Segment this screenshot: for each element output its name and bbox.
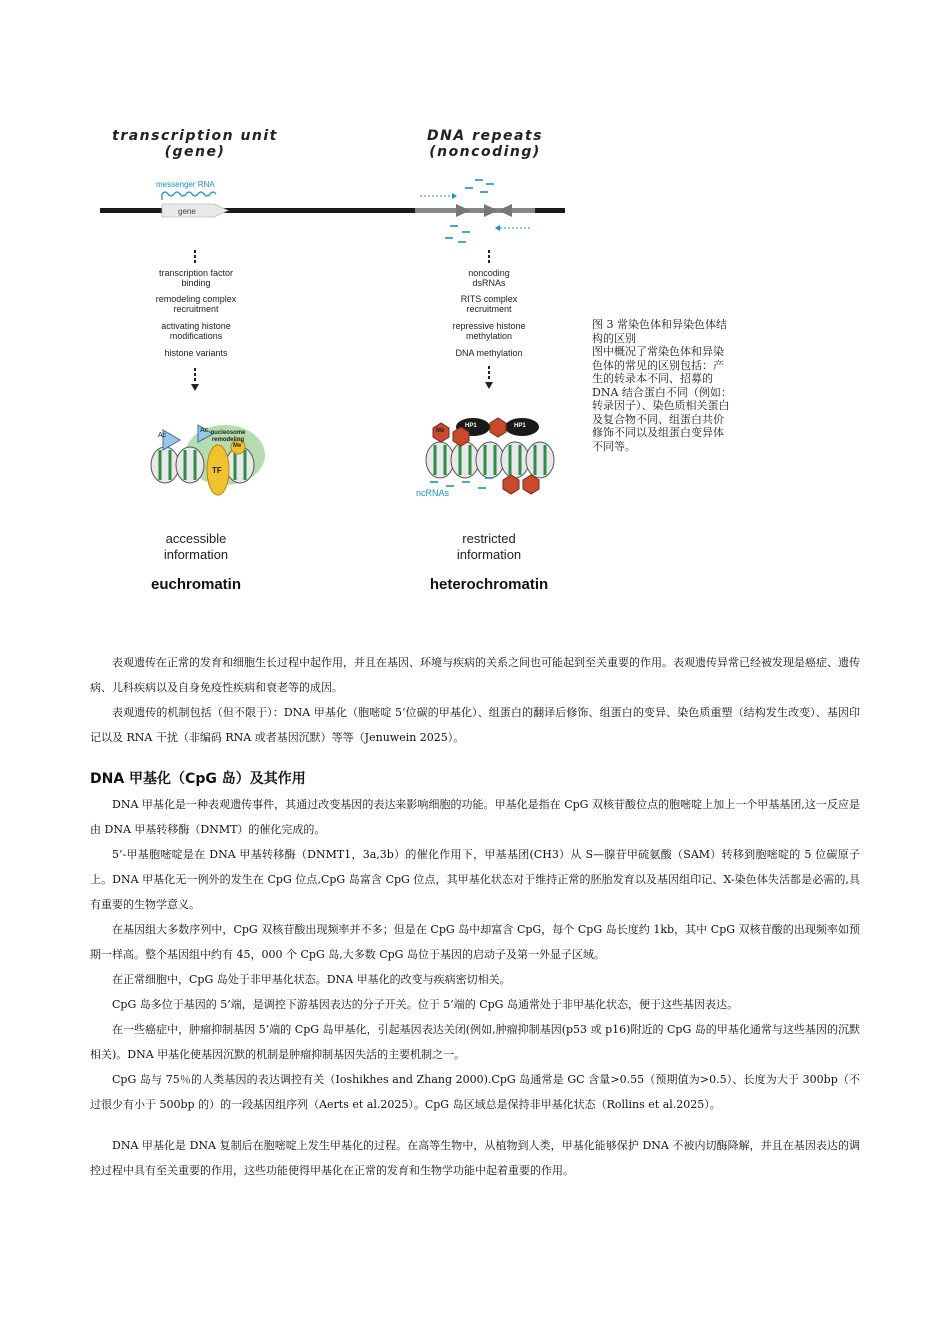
messenger-rna-label: messenger RNA	[156, 180, 215, 189]
repeat-arrow-right-icon	[484, 204, 498, 217]
paragraph: 表观遗传的机制包括（但不限于）：DNA 甲基化（胞嘧啶 5’位碳的甲基化）、组蛋白的翻译后修饰、组蛋白的变异、染色质重塑（结构发生改变）、基因印记以及 RNA 干扰（非编码 RNA 或者基因沉默）等等（Jenuwein 2025）。	[90, 706, 860, 744]
paragraph: 5’-甲基胞嘧啶是在 DNA 甲基转移酶（DNMT1，3a,3b）的催化作用下，甲基基团(CH3）从 S—腺苷甲硫氨酸（SAM）转移到胞嘧啶的 5 位碳原子上。DNA 甲基化无一例外的发生在 CpG 位点,CpG 岛富含 CpG 位点，其甲基化状态对于维持正常的胚胎发育以及基因组印记、X-染色体失活都是必需的,具有重要的生物学意义。	[90, 848, 860, 911]
nucleosome-remodeling-label: nucleosome remodeling	[210, 430, 246, 443]
paragraph: 在正常细胞中，CpG 岛处于非甲基化状态。DNA 甲基化的改变与疾病密切相关。	[112, 973, 511, 986]
hp1-label: HP1	[465, 423, 477, 429]
article-body	[90, 650, 860, 1183]
restricted-information-label: restricted information	[456, 531, 522, 562]
gene-label: gene	[178, 207, 196, 216]
down-arrow-icon	[485, 382, 493, 389]
ncrna-fragments-icon	[430, 478, 493, 488]
figure-caption	[592, 318, 732, 453]
dsrna-arrowhead-icon	[452, 193, 457, 199]
step-histone-variants: histone variants	[164, 348, 228, 358]
down-arrow-icon	[191, 384, 199, 391]
repeat-arrow-left-icon	[498, 204, 512, 217]
ac-mark-label: Ac	[158, 432, 167, 439]
paragraph: 在一些癌症中，肿瘤抑制基因 5’端的 CpG 岛甲基化，引起基因表达关闭(例如,肿瘤抑制基因(p53 或 p16)附近的 CpG 岛的甲基化通常与这些基因的沉默相关)。DNA 甲基化使基因沉默的机制是肿瘤抑制基因失活的主要机制之一。	[90, 1023, 860, 1061]
ncrnas-label: ncRNAs	[416, 488, 450, 498]
step-activating-mods: activating histone modifications	[161, 321, 231, 341]
ac-mark-label: Ac	[200, 427, 209, 434]
paragraph: CpG 岛与 75％的人类基因的表达调控有关（Ioshikhes and Zhang 2000).CpG 岛通常是 GC 含量>0.55（预期值为>0.5）、长度为大于 300bp（不过很少有小于 500bp 的）的一段基因组序列（Aerts et al.2025）。CpG 岛区域总是保持非甲基化状态（Rollins et al.2025）。	[90, 1073, 860, 1111]
me-mark-label: Me	[233, 443, 242, 449]
step-repressive-methylation: repressive histone methylation	[452, 321, 526, 341]
dsrna-arrowhead-icon	[495, 225, 500, 231]
left-title-line1: transcription unit	[112, 128, 278, 144]
tf-label: TF	[212, 466, 222, 475]
section-heading: DNA 甲基化（CpG 岛）及其作用	[90, 771, 306, 787]
heterochromatin-nucleosomes	[426, 442, 554, 478]
paragraph: 表观遗传在正常的发育和细胞生长过程中起作用，并且在基因、环境与疾病的关系之间也可能起到至关重要的作用。表观遗传异常已经被发现是癌症、遗传病、儿科疾病以及自身免疫性疾病和衰老等的成因。	[90, 656, 860, 694]
caption-body: 图中概况了常染色体和异染色体的常见的区别包括：产生的转录本不同、招募的 DNA 结合蛋白不同（例如：转录因子）、染色质相关蛋白及复合物不同、组蛋白共价修饰不同以及组蛋白变异体不同等。	[592, 345, 732, 453]
repeat-region	[415, 208, 535, 213]
caption-title: 图 3 常染色体和异染色体结构的区别	[592, 318, 727, 345]
repeat-arrow-right-icon	[456, 204, 470, 217]
left-title-line2: (gene)	[164, 144, 226, 160]
paragraph-gap	[90, 1117, 860, 1133]
me-mark-label: Me	[436, 428, 445, 434]
step-dna-methylation: DNA methylation	[455, 348, 523, 358]
heterochromatin-label: heterochromatin	[429, 576, 549, 593]
hp1-label: HP1	[514, 423, 526, 429]
step-remodeling: remodeling complex recruitment	[155, 294, 237, 314]
paragraph: DNA 甲基化是 DNA 复制后在胞嘧啶上发生甲基化的过程。在高等生物中，从植物到人类，甲基化能够保护 DNA 不被内切酶降解，并且在基因表达的调控过程中具有至关重要的作用，这些功能使得甲基化在正常的发育和生物学功能中起着重要的作用。	[90, 1139, 860, 1177]
step-tf-binding: transcription factor binding	[158, 268, 234, 288]
paragraph: CpG 岛多位于基因的 5’端，是调控下游基因表达的分子开关。位于 5’端的 CpG 岛通常处于非甲基化状态，便于这些基因表达。	[112, 998, 738, 1011]
paragraph: 在基因组大多数序列中，CpG 双核苷酸出现频率并不多；但是在 CpG 岛中却富含 CpG，每个 CpG 岛长度约 1kb，其中 CpG 双核苷酸的出现频率如预期一样高。整个基因组中约有 45，000 个 CpG 岛,大多数 CpG 岛位于基因的启动子及第一外显子区域。	[90, 923, 860, 961]
chromatin-figure	[90, 110, 580, 610]
step-rits: RITS complex recruitment	[460, 294, 518, 314]
accessible-information-label: accessible information	[163, 531, 229, 562]
right-title-line2: (noncoding)	[429, 144, 541, 160]
paragraph: DNA 甲基化是一种表观遗传事件，其通过改变基因的表达来影响细胞的功能。甲基化是指在 CpG 双核苷酸位点的胞嘧啶上加上一个甲基基团,这一反应是由 DNA 甲基转移酶（DNMT）的催化完成的。	[90, 798, 860, 836]
euchromatin-label: euchromatin	[150, 576, 241, 593]
right-title-line1: DNA repeats	[427, 128, 543, 144]
mrna-squiggle-icon	[162, 192, 216, 200]
step-dsrnas: noncoding dsRNAs	[468, 268, 510, 288]
